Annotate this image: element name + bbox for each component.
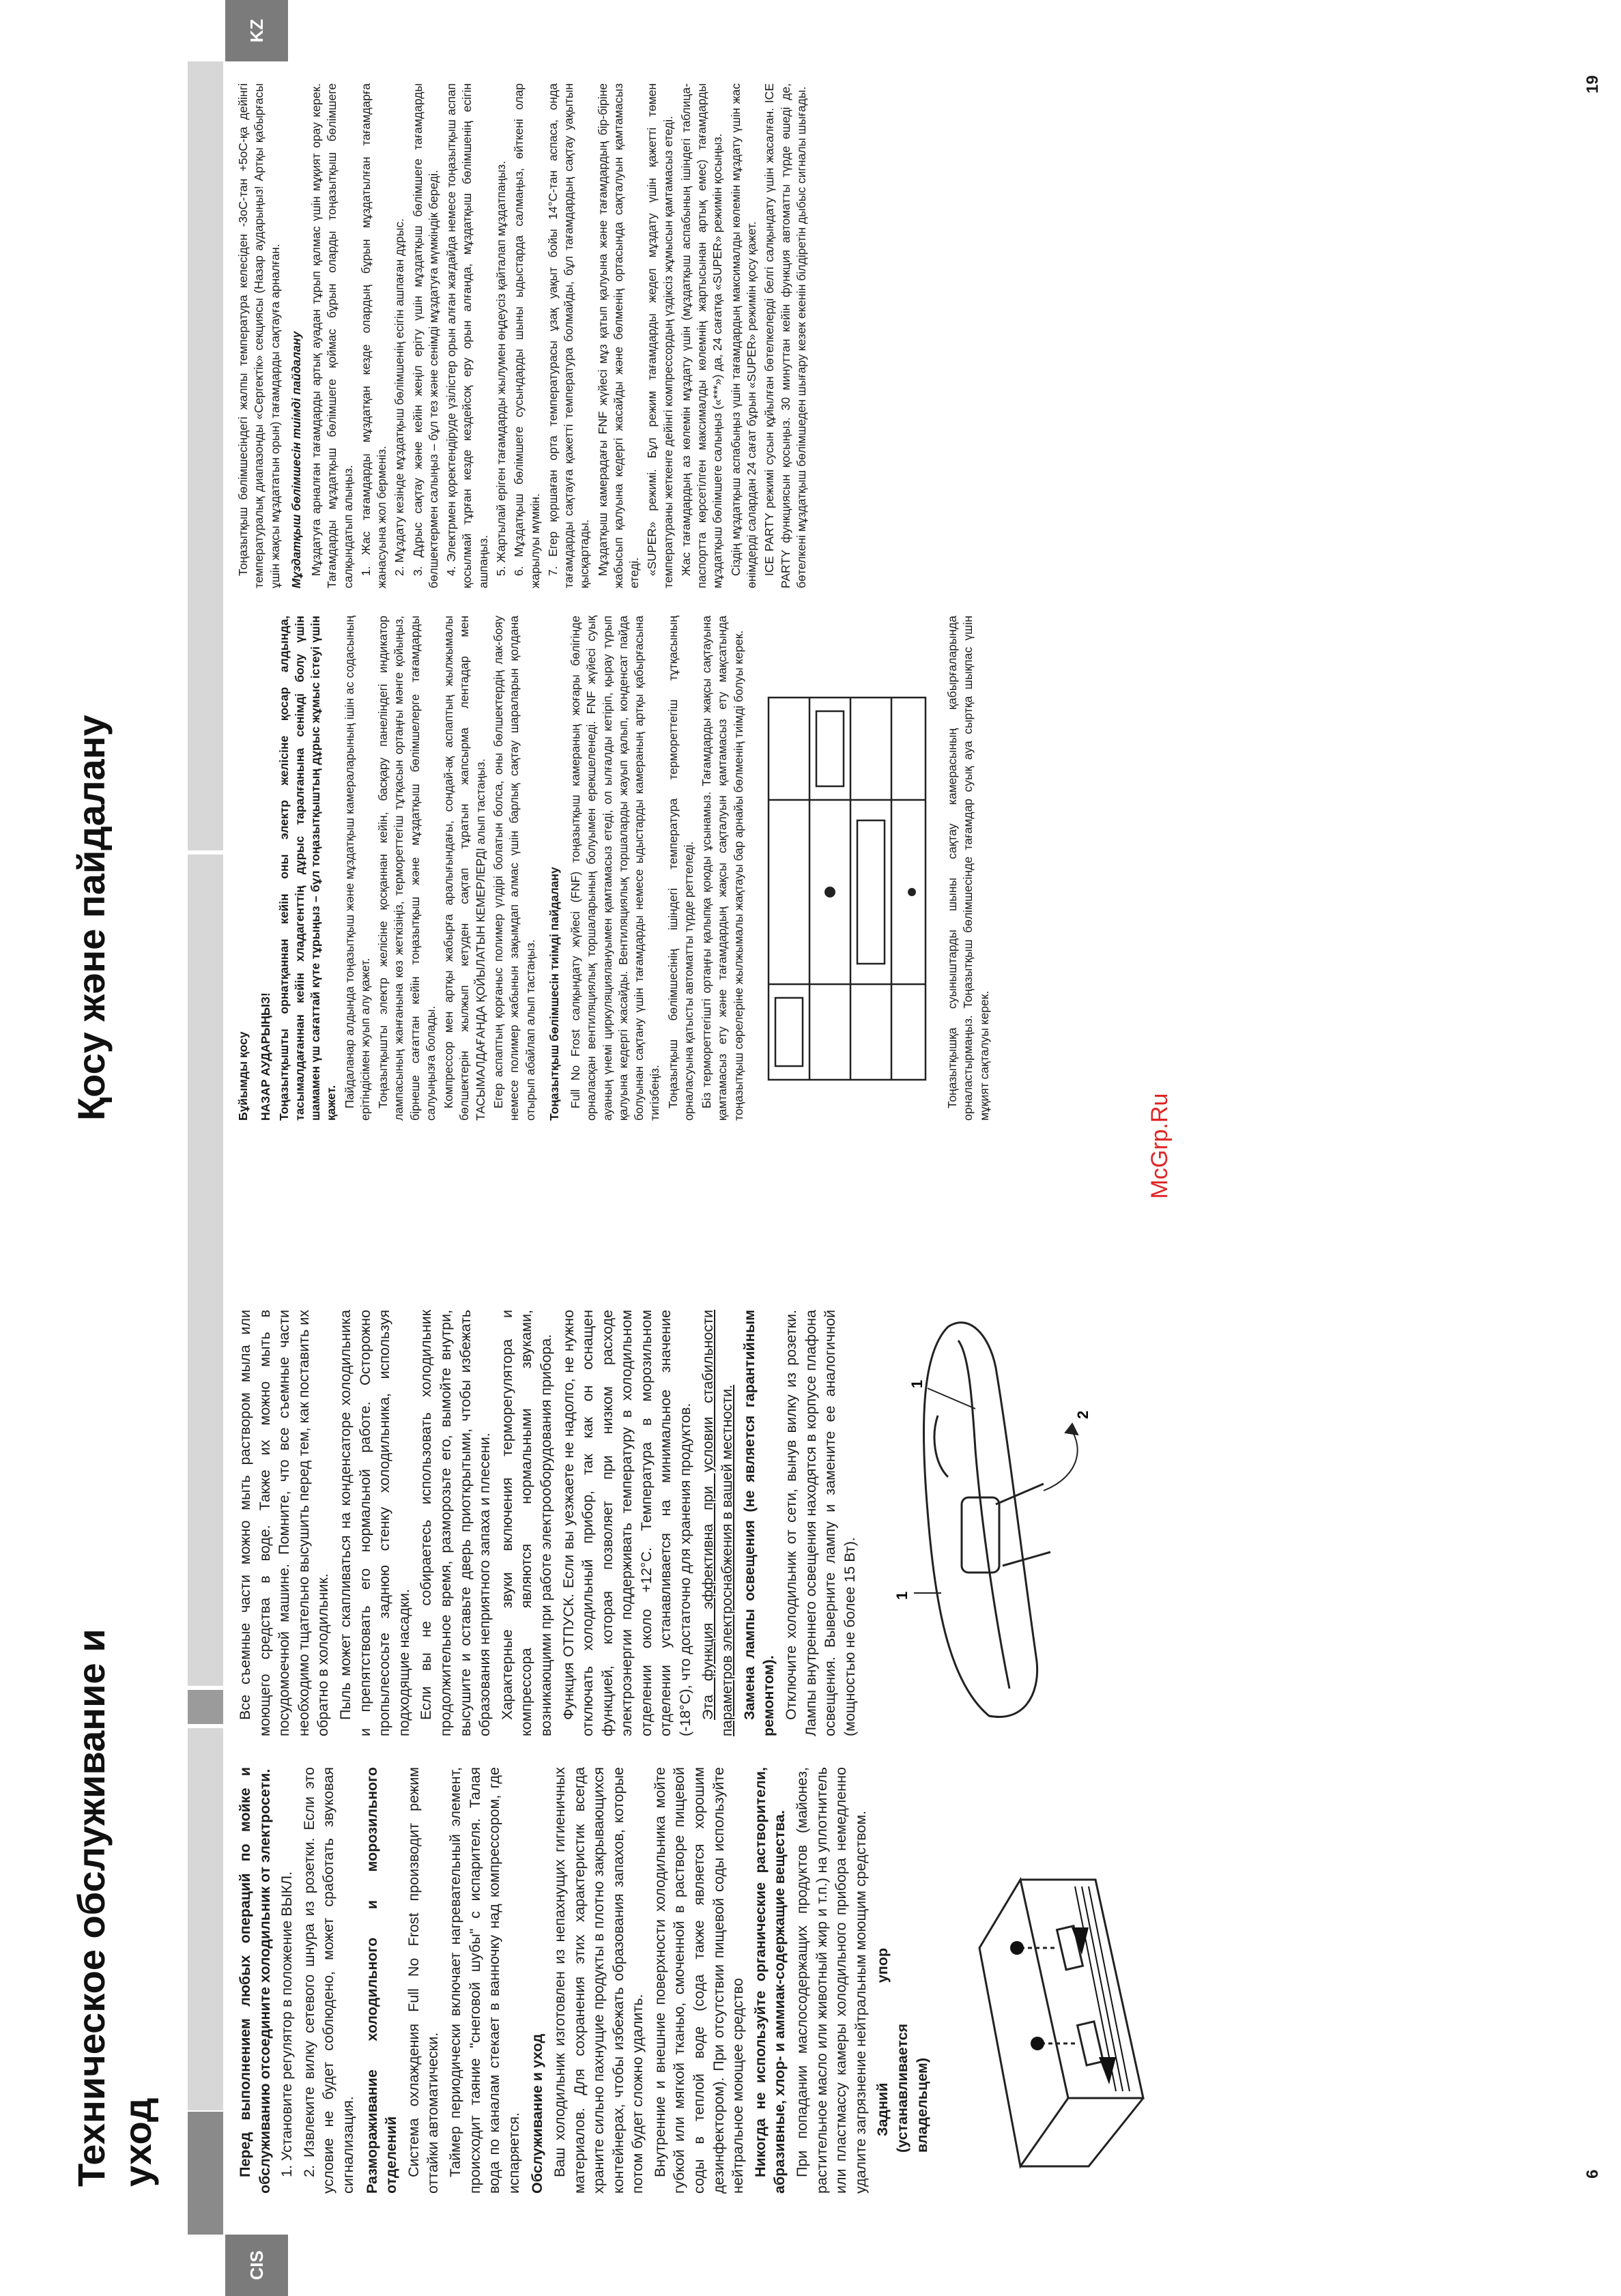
paragraph: Все съемные части можно мыть раствором мыла или моющего средства в воде. Также их можно мыть в посудомоечной машине. Помните, что все съемные части необходимо тщательно высушить перед тем, как поставить их обратно в холодильник. [237, 1310, 332, 1736]
paragraph: Тоңазытқышқа суыныштарды шыны сақтау камерасының қабырғаларында орналастырмаңыз. Тоңазытқыш бөлімшесінде тағамдар суық ауа сыртқа шықпас үшін мұқият сақталуы керек. [945, 616, 991, 1121]
paragraph: 2. Мұздату кезінде мұздатқыш бөлімшенің есігін ашпаған дұрыс. [392, 218, 407, 576]
paragraph: Сіздің мұздатқыш аспабыңыз үшін тағамдардың максималды көлемін мұздату үшін жас өнімдерді салардан 24 сағат бұрын «SUPER» режимін қосу қажет. [728, 83, 758, 588]
page-cis [0, 1148, 1621, 2296]
paragraph: Характерные звуки включения терморегулятора и компрессора являются нормальными звуками, возникающими при работе электрооборудования прибора. [498, 1310, 554, 1736]
column-1 [235, 1767, 1164, 2194]
header-band [188, 1148, 223, 2235]
paragraph: Внутренние и внешние поверхности холодильника мойте губкой или мягкой тканью, смоченной в растворе пищевой соды в теплой воде (сода также является хорошим дезинфектором). При отсутствии пищевой соды используйте нейтральное моющее средство [651, 1767, 747, 2194]
section-heading: Бұйымды қосу [236, 1031, 250, 1121]
paragraph: Таймер периодически включает нагревательный элемент, происходит таяние "снеговой шубы" с испарителя. Талая вода по каналам стекает в ванночку над компрессором, где испаряется. [446, 1767, 522, 2194]
warning-heading: НАЗАР АУДАРЫҢЫЗ! [259, 992, 273, 1121]
page-number: 6 [1583, 2169, 1602, 2179]
paragraph: Тоңазытқыш бөлімшесіндегі жалпы температура келесіден -3оС-тан +5оС-қа дейінгі температуралық диапазонды «Сергектік» секциясы (Назар аударыңыз! Артқы қабырғасы ұшін жақсы мұздататын орын) тағамдарды сақтауға арналған. [236, 83, 282, 588]
section-heading: Обслуживание и уход [529, 2033, 546, 2194]
paragraph: Компрессор мен артқы жабырға аралығындағы, сондай-ақ аспаптың жылжымалы бөлшектерін жылжып кетуден сақтап тұратын жапсырма лентадар мен ТАСЫМАЛДАҒАНДА ҚОЙЫЛАТЫН КЕМЕРЛЕРДІ алып тастаңыз. [442, 616, 487, 1121]
header-band [188, 61, 223, 1148]
kz-tab: KZ [225, 0, 288, 61]
lamp-replacement-illustration [873, 1313, 1160, 1736]
paragraph: 6. Мұздатқыш бөлімшеге сусындарды шыны ыдыстарда салмаңыз, өйткені олар жарылуы мүмкін. [512, 83, 542, 588]
grey-rule [188, 61, 223, 1148]
callout-1b: 1 [908, 1379, 926, 1388]
paragraph: Мұздатуға арналған тағамдарды артық ауадан тұрып қалмас үшін мұқият орау керек. Тағамдарды мұздатқыш бөлімшеге қоймас бұрын оларды тоңазытқыш бөлімшеге салқындатып алыңыз. [309, 83, 355, 588]
column-2 [235, 1310, 1160, 1736]
column-1 [235, 616, 994, 1121]
warning-text: Перед выполнением любых операций по мойке и обслуживанию отсоедините холодильник от электросети. [237, 1767, 273, 2194]
watermark: McGrp.Ru [1147, 1093, 1173, 1199]
figure-caption: Задний упор (устанавливается владельцем) [874, 1948, 930, 2153]
paragraph: Тоңазытқыш бөлімшесінің ішіндегі температура термореттегіш тұтқасының орналасуына қатысты автоматты түрде реттеледі. [665, 616, 695, 1121]
paragraph: Мұздатқыш камерадағы FNF жүйесі мұз қатып қалуына және тағамдардың бір-біріне жабысып қалуына кедергі жасайды және бөлменің ортасында сақталуын қамтамасыз етеді. [595, 83, 642, 588]
page-title: Қосу және пайдалану [70, 715, 113, 1121]
paragraph: 3. Дұрыс сақтау және кейін жеңіл еріту үшін мұздатқыш бөлімшеге тағамдарды бөлшектермен салыңыз – бұл тез және сенімді мұздатуға мүмкіндік береді. [410, 83, 440, 588]
paragraph: Система охлаждения Full No Frost производит режим оттайки автоматически. [405, 1767, 442, 2194]
paragraph: Біз термореттегішті ортаңғы қалыпқа қоюды ұсынамыз. Тағамдарды жақсы сақтауына қамтамасыз ету және тағамдардың жақсы сақталуын қамтамасыз ету мақсатында тоңазытқыш сөрелеріне жылжымалы жақтауы бар арнайы бөлменің тиімді болуы керек. [700, 616, 745, 1121]
note-underlined: Эта функция эффективна при условии стабильности параметров электроснабжения в вашей местности. [699, 1310, 736, 1736]
paragraph: Отключите холодильник от сети, вынув вилку из розетки. Лампы внутреннего освещения находятся в корпусе плафона освещения. Выверните лампу и замените ее аналогичной (мощностью не более 15 Вт). [783, 1310, 858, 1736]
paragraph: Пыль может скапливаться на конденсаторе холодильника и препятствовать его нормальной работе. Осторожно пропылесосьте заднюю стенку холодильника, используя подходящие насадки. [336, 1310, 412, 1736]
section-heading: Мұздатқыш бөлімшесін тиімді пайдалану [289, 331, 303, 588]
page-title: Техническое обслуживание и уход [70, 1628, 160, 2187]
grey-rule [188, 1148, 223, 2235]
paragraph: Егер аспаптың қорғаныс полимер үлдірі болатын болса, оны бөлшектердің лак-бояу немесе полимер жабынын зақымдап алмас үшін барлық сақтау шараларын қолдана отырып абайлап алып тастаңыз. [491, 616, 537, 1121]
paragraph: Ваш холодильник изготовлен из непахнущих гигиеничных материалов. Для сохранения этих характеристик всегда храните сильно пахнущие продукты в плотно закрывающихся контейнерах, чтобы избежать образования запахов, которые потом будет сложно удалить. [551, 1767, 646, 2194]
paragraph: 4. Электрмен қоректендіруде үзілістер орын алған жағдайда немесе тоңазытқыш аспап қосылмай тұрған кезде кездейсоқ еру орын алғанда, мұздатқыш бөлімшенің есігін ашпаңыз. [444, 83, 490, 588]
paragraph: ICE PARTY режимі сусын құйылған бөтелкелерді белгі салқындату үшін жасалған. ICE PARTY функциясын қосыңыз. 30 минуттан кейін функция автоматты түрде өшеді де, бөтелкені мұздатқыш бөлімшеден шығару кезек екенін білдіретін дыбыс сигналы шығады. [762, 83, 808, 588]
fridge-interior-illustration [755, 643, 939, 1121]
paragraph: 5. Жартылай еріген тағамдарды жылумен өңдеусіз қайталап мұздатпаңыз. [493, 160, 508, 576]
paragraph: 7. Егер қоршаған орта температурасы ұзақ уақыт бойы 14°С-тан аспаса, онда тағамдарды сақтауға қажетті температура болмайды, бұл тағамдардың сақтау уақытын қысқартады. [545, 83, 592, 588]
warning-text: Никогда не используйте органические растворители, абразивные, хлор- и аммиак-содержащие вещества. [751, 1767, 788, 2194]
warning-text: Тоңазытқышты орнатқаннан кейін оны электр желісіне қосар алдында, тасымалдағаннан кейін хладагенттің дұрыс таралғанына сенімді болу үшін шамамен үш сағаттай күте тұрыңыз – бұл тоңазытқыштың дұрыс жұмыс істеуі үшін қажет. [276, 616, 339, 1121]
column-2 [235, 83, 812, 588]
section-heading: Размораживание холодильного и морозильного отделений [363, 1767, 400, 2194]
paragraph: Пайдаланар алдында тоңазытқыш және мұздатқыш камераларының ішін ас содасының ерітіндісімен жуып алу қажет. [342, 616, 372, 1121]
paragraph: Функция ОТПУСК. Если вы уезжаете не надолго, не нужно отключать холодильный прибор, так как он оснащен функцией, которая позволяет при низком расходе электроэнергии поддерживать температуру в холодильном отделении около +12°С. Температура в морозильном отделении устанавливается на минимальное значение (-18°С), что достаточно для хранения продуктов. [560, 1310, 694, 1736]
paragraph: Если вы не собираетесь использовать холодильник продолжительное время, разморозьте его, вымойте внутри, высушите и оставьте дверь приоткрытыми, чтобы избежать образования неприятного запаха и плесени. [418, 1310, 493, 1736]
paragraph: 2. Извлеките вилку сетевого шнура из розетки. Если это условие не будет соблюдено, может сработать звуковая сигнализация. [300, 1767, 356, 2194]
paragraph: «SUPER» режимі. Бұл режим тағамдарды жедел мұздату үшін қажетті төмен температураны жеткенге дейінгі компрессордың үздіксіз жұмысын қамтамасыз етеді. [645, 83, 675, 588]
paragraph: 1. Жас тағамдарды мұздатқан кезде олардың бұрын мұздатылған тағамдарға жанасуына жол берменіз. [358, 83, 389, 588]
section-heading: Тоңазытқыш бөлімшесін тиімді пайдалану [547, 867, 561, 1121]
callout-1: 1 [893, 1591, 911, 1600]
page-number: 19 [1583, 75, 1602, 94]
section-heading: Замена лампы освещения (не является гарантийным ремонтом). [741, 1310, 777, 1736]
paragraph: Full No Frost салқындату жүйесі (FNF) тоңазытқыш камераның жоғары бөлігінде орналасқан вентиляциялық торшаларының болуымен ерекшеленеді. FNF жүйесі суық ауаның үнемі циркуляциялануымен қамтамасыз етеді, ол ылғалды кетіріп, қырау түрып қалуына кедергі жасайды. Вентиляциялық торшаларды жауып қалып, конденсат пайда болуынан сақтану үшін тағамдарды немесе ыдыстарды камераның артқы қабырғасына тигізбеңіз. [569, 616, 662, 1121]
paragraph: 1. Установите регулятор в положение ВЫКЛ. [278, 1871, 296, 2177]
paragraph: При попадании маслосодержащих продуктов (майонез, растительное масло или животный жир и т.п.) на уплотнитель или пластмассу камеры холодильного прибора немедленно удалите загрязнение нейтральным моющим средством. [794, 1767, 869, 2194]
paragraph: Жас тағамдардың аз көлемін мұздату үшін (мұздатқыш аспабының ішіндегі таблица-паспортта көрсетілген максималды көлемнің жартысынан артық емес) тағамдарды мұздатқыш бөлімшеге салыңыз («***») да, 24 сағатқа «SUPER» режимін қосыңыз. [678, 83, 725, 588]
paragraph: Тоңазытқышты электр желісіне қосқаннан кейін, басқару панеліндегі индикатор лампасының жанғанына көз жеткізіңіз, термореттегіш тұтқасын ортаңғы мәнге қойыңыз, бірнеше сағаттан кейін тоңазытқыш және мұздатқыш бөлімшелерге тағамдарды салуыңызға болады. [376, 616, 437, 1121]
cis-tab: CIS [225, 2235, 288, 2296]
rear-stop-illustration [938, 1852, 1164, 2194]
callout-2: 2 [1074, 1410, 1092, 1419]
